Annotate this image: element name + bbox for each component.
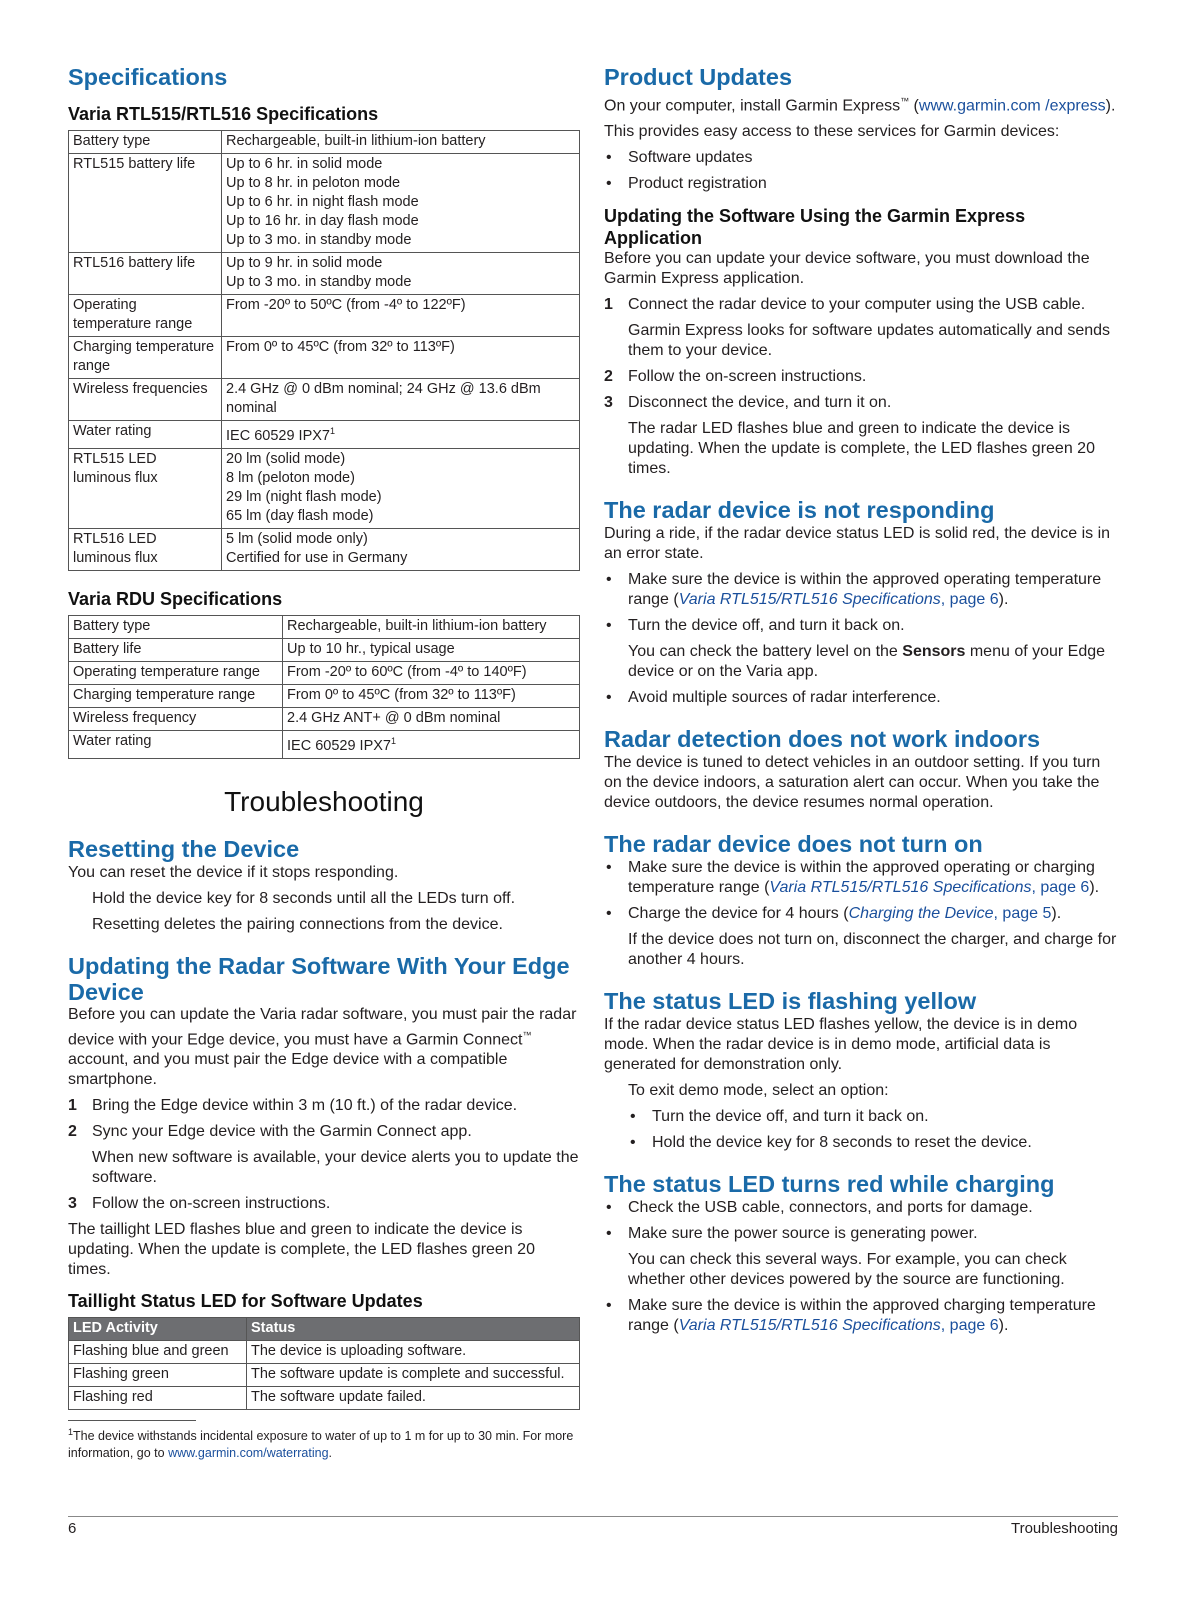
not-responding-list-2 [604, 688, 1118, 708]
edge-step: 1 Bring the Edge device within 3 m (10 ft.) of the radar device. [68, 1096, 518, 1114]
edge-intro: Before you can update the Varia radar software, you must pair the radar device with your Edge device, you must have a Garmin Connect™ account, and you must pair the Edge device with a compatible smartphone. [68, 1005, 577, 1088]
rtl-specs-link[interactable]: Varia RTL515/RTL516 Specifications [769, 879, 1032, 897]
spec-label: Battery type [69, 131, 222, 154]
express-intro: Before you can update your device software, you must download the Garmin Express application. [604, 250, 1090, 288]
spec-label: RTL515 battery life [69, 154, 222, 253]
table-row [69, 1340, 580, 1363]
battery-note: You can check the battery level on the Sensors menu of your Edge device or on the Varia app. [628, 643, 1106, 681]
rdu-specs-table [68, 615, 580, 759]
not-responding-intro: During a ride, if the radar device status LED is solid red, the device is in an error state. [604, 525, 1111, 563]
list-item: • Charge the device for 4 hours (Charging the Device, page 5). [604, 904, 1118, 924]
table-row [69, 615, 580, 638]
express-step: 2 Follow the on-screen instructions. [604, 368, 867, 386]
edge-step: 2 Sync your Edge device with the Garmin Connect app. [68, 1122, 472, 1140]
edge-after: The taillight LED flashes blue and green to indicate the device is updating. When the update is complete, the LED flashes green 20 times. [68, 1220, 535, 1278]
led-table-header: LED Activity [69, 1317, 247, 1340]
spec-value: 5 lm (solid mode only) Certified for use in Germany [222, 528, 580, 570]
red-charging-heading: The status LED turns red while charging [604, 1171, 1055, 1198]
page-link[interactable]: page 6 [949, 591, 999, 609]
spec-value: Rechargeable, built-in lithium-ion battery [222, 131, 580, 154]
footer-divider [68, 1516, 1118, 1517]
table-row [69, 421, 580, 449]
rtl-specs-link[interactable]: Varia RTL515/RTL516 Specifications [678, 1317, 941, 1335]
express-step: 1 Connect the radar device to your computer using the USB cable. [604, 296, 1086, 314]
spec-value: 20 lm (solid mode) 8 lm (peloton mode) 29 lm (night flash mode) 65 lm (day flash mode) [222, 448, 580, 528]
product-updates-heading: Product Updates [604, 64, 793, 90]
express-steps [604, 295, 1118, 479]
table-row [69, 528, 580, 570]
table-row [69, 154, 580, 253]
reset-intro: You can reset the device if it stops responding. [68, 863, 399, 881]
spec-label: Operating temperature range [69, 295, 222, 337]
list-item: • Make sure the device is within the approved operating temperature range (Varia RTL515/RTL516 Specifications, page 6). [604, 570, 1118, 610]
table-row [69, 448, 580, 528]
led-activity: Flashing blue and green [69, 1340, 247, 1363]
spec-value: 2.4 GHz ANT+ @ 0 dBm nominal [283, 707, 580, 730]
list-item: • Turn the device off, and turn it back on. [604, 616, 1118, 636]
table-row [69, 730, 580, 758]
express-heading: Updating the Software Using the Garmin Express Application [604, 206, 1026, 249]
yellow-heading: The status LED is flashing yellow [604, 988, 977, 1015]
table-row [69, 638, 580, 661]
product-updates-intro: On your computer, install Garmin Express™ (www.garmin.com /express). [604, 96, 1116, 115]
table-row [69, 131, 580, 154]
table-row [69, 295, 580, 337]
edge-update-heading: Updating the Radar Software With Your Edge Device [68, 952, 570, 1005]
list-item: • Turn the device off, and turn it back on. [628, 1107, 1118, 1127]
rdu-specs-heading: Varia RDU Specifications [68, 588, 283, 609]
spec-label: RTL516 LED luminous flux [69, 528, 222, 570]
right-column [604, 64, 1118, 1336]
waterrating-link[interactable]: www.garmin.com/waterrating [168, 1446, 329, 1461]
list-item: • Software updates [604, 148, 1118, 168]
spec-value: Up to 6 hr. in solid mode Up to 8 hr. in peloton mode Up to 6 hr. in night flash mode Up to 16 hr. in day flash mode Up to 3 mo. in standby mode [222, 154, 580, 253]
resetting-heading: Resetting the Device [68, 835, 300, 862]
footnote: $^1$The device withstands incidental exposure to water of up to 1 m for up to 30 min. For more information, go to www.garmin.com/waterrating. [68, 1426, 574, 1461]
spec-value: IEC 60529 $IPX7^1$ [222, 421, 580, 449]
not-turn-on-heading: The radar device does not turn on [604, 831, 983, 858]
list-item: • Check the USB cable, connectors, and ports for damage. [604, 1198, 1118, 1218]
footnote-divider [68, 1420, 196, 1421]
not-responding-list [604, 570, 1118, 636]
table-row [69, 1386, 580, 1409]
table-row [69, 707, 580, 730]
power-note: You can check this several ways. For example, you can check whether other devices powered by the source are functioning. [628, 1251, 1067, 1289]
table-row [69, 1363, 580, 1386]
express-step: 3 Disconnect the device, and turn it on. [604, 394, 892, 412]
garmin-express-link[interactable]: www.garmin.com /express [918, 97, 1106, 115]
led-status: The software update is complete and successful. [247, 1363, 580, 1386]
spec-label: RTL515 LED luminous flux [69, 448, 222, 528]
indoors-text: The device is tuned to detect vehicles in an outdoor setting. If you turn on the device indoors, a saturation alert can occur. When you take the device outdoors, the device resumes normal operation. [604, 754, 1101, 812]
express-step-note: The radar LED flashes blue and green to indicate the device is updating. When the update is complete, the LED flashes green 20 times. [628, 420, 1095, 478]
spec-value: From -20º to 50ºC (from -4º to 122ºF) [222, 295, 580, 337]
edge-step: 3 Follow the on-screen instructions. [68, 1194, 331, 1212]
list-item: • Hold the device key for 8 seconds to reset the device. [628, 1133, 1118, 1153]
spec-label: Operating temperature range [69, 661, 283, 684]
spec-label: Charging temperature range [69, 684, 283, 707]
rtl-specs-link[interactable]: Varia RTL515/RTL516 Specifications [678, 591, 941, 609]
reset-note: Resetting deletes the pairing connections from the device. [92, 915, 503, 933]
express-step-note: Garmin Express looks for software updates automatically and sends them to your device. [628, 322, 1111, 360]
spec-value: From -20º to 60ºC (from -4º to 140ºF) [283, 661, 580, 684]
spec-label: Water rating [69, 730, 283, 758]
list-item: • Make sure the power source is generating power. [604, 1224, 1118, 1244]
spec-value: From 0º to 45ºC (from 32º to 113ºF) [283, 684, 580, 707]
red-charging-list-2 [604, 1296, 1118, 1336]
page-link[interactable]: page 6 [1040, 879, 1090, 897]
spec-label: Wireless frequencies [69, 379, 222, 421]
table-row [69, 253, 580, 295]
spec-label: Battery life [69, 638, 283, 661]
table-row [69, 337, 580, 379]
rtl-specs-heading: Varia RTL515/RTL516 Specifications [68, 104, 379, 124]
spec-label: Water rating [69, 421, 222, 449]
spec-label: Charging temperature range [69, 337, 222, 379]
charging-link[interactable]: Charging the Device [848, 905, 994, 923]
spec-value: IEC 60529 $IPX7^1$ [283, 730, 580, 758]
spec-value: Rechargeable, built-in lithium-ion battery [283, 615, 580, 638]
spec-value: 2.4 GHz @ 0 dBm nominal; 24 GHz @ 13.6 dBm nominal [222, 379, 580, 421]
list-item: • Make sure the device is within the approved charging temperature range (Varia RTL515/RTL516 Specifications, page 6). [604, 1296, 1118, 1336]
page-link[interactable]: page 5 [1002, 905, 1052, 923]
list-item: • Product registration [604, 174, 1118, 194]
left-column [68, 64, 580, 1462]
page-number: 6 [68, 1520, 77, 1537]
reset-step: Hold the device key for 8 seconds until all the LEDs turn off. [92, 889, 516, 907]
not-turn-on-list [604, 858, 1118, 924]
troubleshooting-heading: Troubleshooting [224, 785, 424, 817]
yellow-options [604, 1107, 1118, 1153]
services-intro: This provides easy access to these services for Garmin devices: [604, 123, 1060, 141]
table-row [69, 379, 580, 421]
spec-label: Wireless frequency [69, 707, 283, 730]
spec-label: Battery type [69, 615, 283, 638]
led-table-header: Status [247, 1317, 580, 1340]
list-item: • Avoid multiple sources of radar interference. [604, 688, 1118, 708]
services-list [604, 148, 1118, 194]
indoors-heading: Radar detection does not work indoors [604, 726, 1041, 753]
spec-value: From 0º to 45ºC (from 32º to 113ºF) [222, 337, 580, 379]
led-activity: Flashing red [69, 1386, 247, 1409]
charger-note: If the device does not turn on, disconnect the charger, and charge for another 4 hours. [628, 931, 1117, 969]
page-link[interactable]: page 6 [949, 1317, 999, 1335]
not-responding-heading: The radar device is not responding [604, 497, 995, 524]
led-status: The device is uploading software. [247, 1340, 580, 1363]
spec-value: Up to 10 hr., typical usage [283, 638, 580, 661]
list-item: • Make sure the device is within the approved operating or charging temperature range (Varia RTL515/RTL516 Specifications, page 6). [604, 858, 1118, 898]
specifications-heading: Specifications [68, 64, 228, 90]
led-status: The software update failed. [247, 1386, 580, 1409]
spec-label: RTL516 battery life [69, 253, 222, 295]
red-charging-list [604, 1198, 1118, 1244]
footer-section-title: Troubleshooting [1010, 1520, 1118, 1537]
edge-step-note: When new software is available, your device alerts you to update the software. [92, 1148, 579, 1186]
yellow-intro: If the radar device status LED flashes yellow, the device is in demo mode. When the radar device is in demo mode, artificial data is generated for demonstration only. [604, 1016, 1078, 1074]
rtl-specs-table [68, 130, 580, 571]
table-row [69, 661, 580, 684]
yellow-exit: To exit demo mode, select an option: [628, 1082, 889, 1100]
led-table-heading: Taillight Status LED for Software Updates [68, 1290, 423, 1311]
edge-steps [68, 1096, 580, 1214]
spec-value: Up to 9 hr. in solid mode Up to 3 mo. in standby mode [222, 253, 580, 295]
table-row [69, 684, 580, 707]
led-status-table [68, 1317, 580, 1410]
led-activity: Flashing green [69, 1363, 247, 1386]
